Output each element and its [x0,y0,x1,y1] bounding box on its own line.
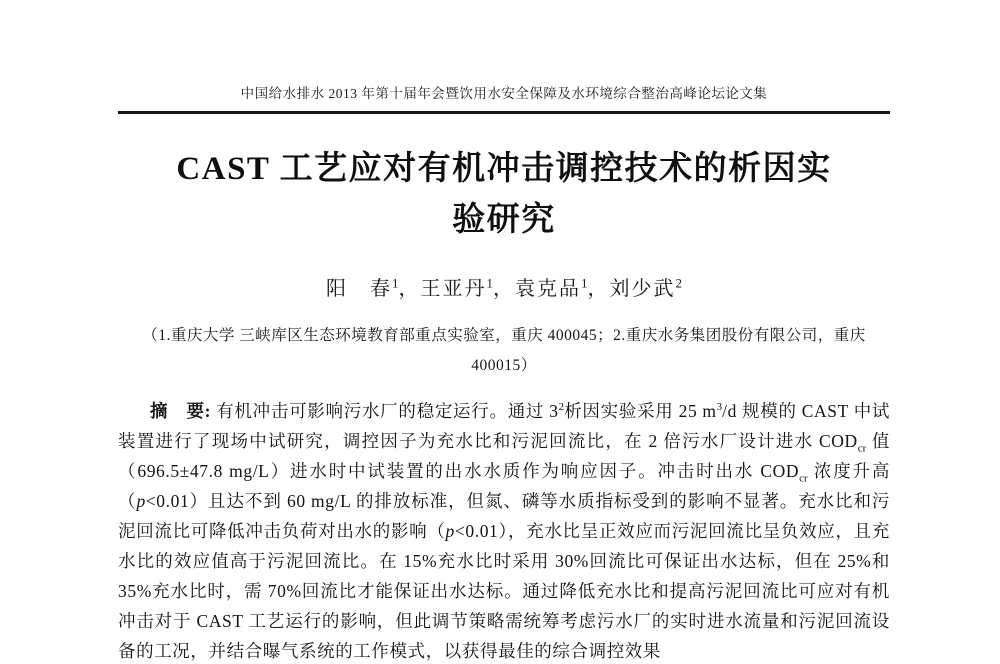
abstract-paragraph [118,396,890,664]
affiliation-line: （1.重庆大学 三峡库区生态环境教育部重点实验室，重庆 400045；2.重庆水务集团股份有限公司，重庆 400015） [142,327,866,374]
paper-title [118,144,890,246]
paper-title-line1: CAST 工艺应对有机冲击调控技术的析因实 [176,151,832,187]
paper-title-line2: 验研究 [452,202,556,238]
abstract-label: 摘 要: [150,401,217,421]
header-rule [118,111,890,114]
abstract-text: 有机冲击可影响污水厂的稳定运行。通过 $3^2$析因实验采用 25 $m^3/d$ 规模的 CAST 中试装置进行了现场中试研究，调控因子为充水比和污泥回流比，在 2 倍污水厂设计进水 $COD_{cr}$ 值（696.5±47.8 mg/L）进水时中试装置的出水水质作为响应因子。冲击时出水 $COD_{cr}$ 浓度升高（p<0.01）且达不到 60 mg/L 的排放标准，但氮、磷等水质指标受到的影响不显著。充水比和污泥回流比可降低冲击负荷对出水的影响（p<0.01），充水比呈正效应而污泥回流比呈负效应，且充水比的效应值高于污泥回流比。在 15%充水比时采用 30%回流比可保证出水达标，但在 25%和 35%充水比时，需 70%回流比才能保证出水达标。通过降低充水比和提高污泥回流比可应对有机冲击对于 CAST 工艺运行的影响，但此调节策略需统筹考虑污水厂的实时进水流量和污泥回流设备的工况，并结合曝气系统的工作模式，以获得最佳的综合调控效果 [118,401,891,661]
conference-proceedings-header: 中国给水排水 2013 年第十届年会暨饮用水安全保障及水环境综合整治高峰论坛论文集 [240,86,768,101]
authors-line: 阳 春$^1$，王亚丹$^1$，袁克品$^1$，刘少武$^2$ [326,275,682,300]
content-column [118,0,890,664]
